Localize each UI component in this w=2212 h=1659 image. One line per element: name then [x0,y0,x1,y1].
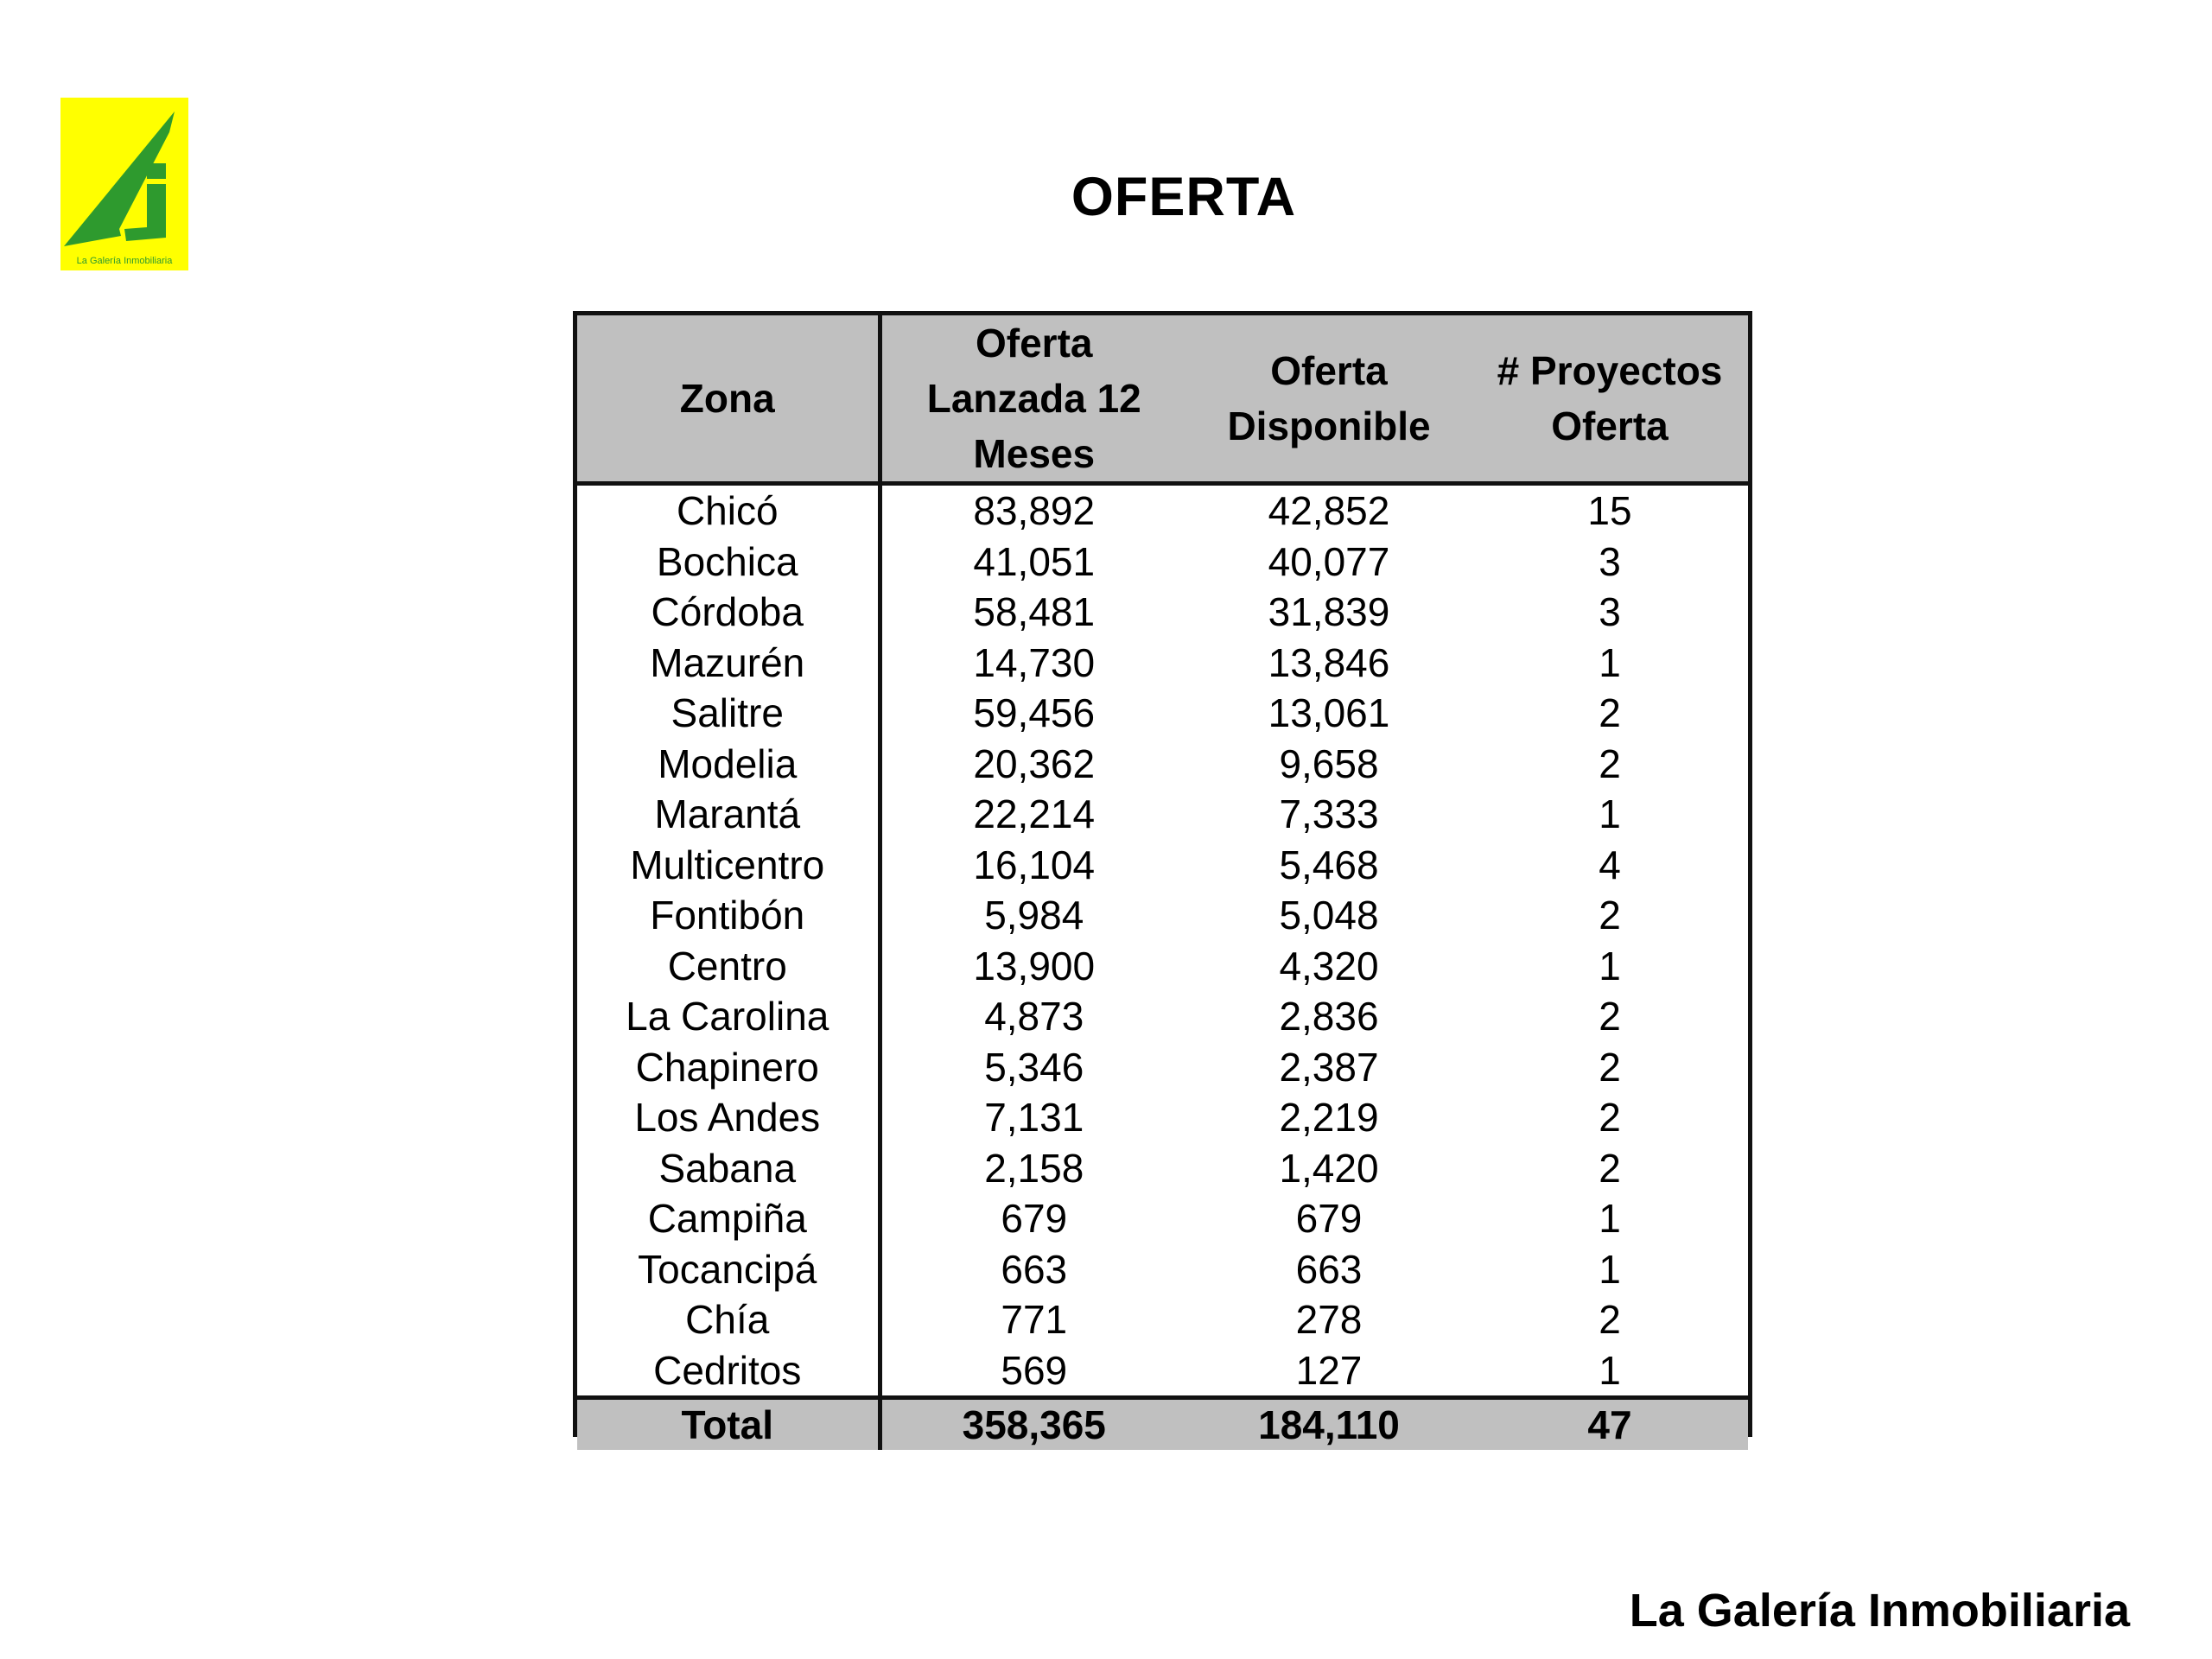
total-lanzada: 358,365 [880,1398,1186,1451]
cell-zona: Multicentro [577,840,880,891]
table-row [577,1092,1748,1143]
header-proyectos-line1: # Proyectos [1497,348,1723,393]
cell-disponible: 278 [1295,1297,1363,1343]
table-row [577,739,1748,790]
cell-disponible: 4,320 [1279,943,1379,988]
table-row [577,1345,1748,1398]
cell-proyectos: 1 [1599,791,1621,837]
cell-proyectos: 2 [1599,1297,1621,1343]
cell-lanzada: 14,730 [973,639,1096,685]
cell-proyectos: 2 [1599,741,1621,786]
cell-proyectos: 2 [1599,690,1621,736]
cell-lanzada: 7,131 [984,1095,1084,1141]
table-row [577,789,1748,840]
cell-proyectos: 2 [1599,994,1621,1039]
cell-disponible: 5,468 [1279,842,1379,887]
total-proyectos: 47 [1471,1398,1748,1451]
total-disponible: 184,110 [1186,1398,1471,1451]
cell-lanzada: 4,873 [984,994,1084,1039]
cell-disponible: 1,420 [1279,1145,1379,1191]
cell-lanzada: 663 [1001,1246,1068,1292]
cell-lanzada: 5,346 [984,1044,1084,1090]
cell-proyectos: 1 [1599,1246,1621,1292]
table-row [577,484,1748,537]
cell-lanzada: 679 [1001,1196,1068,1242]
oferta-table [573,311,1752,1447]
table-row [577,1193,1748,1244]
cell-zona: Bochica [577,537,880,588]
cell-zona: La Carolina [577,991,880,1042]
cell-proyectos: 1 [1599,639,1621,685]
cell-disponible: 2,219 [1279,1095,1379,1141]
table-row [577,537,1748,588]
cell-zona: Tocancipá [577,1244,880,1295]
cell-zona: Fontibón [577,890,880,941]
table-body [577,484,1748,1398]
cell-disponible: 2,836 [1279,994,1379,1039]
header-disponible-line1: Oferta [1270,348,1388,393]
cell-lanzada: 41,051 [973,538,1096,584]
table-row [577,587,1748,638]
cell-proyectos: 15 [1587,488,1632,534]
header-oferta-lanzada [880,315,1186,484]
cell-zona: Chapinero [577,1042,880,1093]
header-lanzada-line1: Oferta [976,321,1093,365]
table-row [577,1294,1748,1345]
cell-lanzada: 569 [1001,1347,1068,1393]
cell-lanzada: 83,892 [973,488,1096,534]
cell-lanzada: 5,984 [984,893,1084,938]
cell-zona: Chicó [577,484,880,537]
cell-zona: Cedritos [577,1345,880,1398]
header-proyectos-oferta [1471,315,1748,484]
cell-proyectos: 1 [1599,1196,1621,1242]
cell-lanzada: 16,104 [973,842,1096,887]
cell-disponible: 5,048 [1279,893,1379,938]
total-row [577,1398,1748,1451]
table-row [577,840,1748,891]
cell-lanzada: 2,158 [984,1145,1084,1191]
cell-lanzada: 771 [1001,1297,1068,1343]
cell-proyectos: 4 [1599,842,1621,887]
cell-disponible: 679 [1295,1196,1363,1242]
cell-disponible: 127 [1295,1347,1363,1393]
cell-proyectos: 2 [1599,1145,1621,1191]
table-row [577,890,1748,941]
cell-disponible: 13,846 [1268,639,1390,685]
cell-proyectos: 3 [1599,589,1621,635]
header-proyectos-line2: Oferta [1551,404,1669,448]
cell-lanzada: 20,362 [973,741,1096,786]
table-row [577,1143,1748,1194]
header-zona [577,315,880,484]
cell-disponible: 13,061 [1268,690,1390,736]
cell-zona: Chía [577,1294,880,1345]
cell-zona: Sabana [577,1143,880,1194]
cell-lanzada: 58,481 [973,589,1096,635]
cell-disponible: 40,077 [1268,538,1390,584]
cell-proyectos: 3 [1599,538,1621,584]
page-title: OFERTA [1071,167,1297,227]
cell-proyectos: 2 [1599,1044,1621,1090]
header-oferta-disponible [1186,315,1471,484]
cell-disponible: 9,658 [1279,741,1379,786]
cell-zona: Mazurén [577,638,880,689]
cell-zona: Centro [577,941,880,992]
cell-disponible: 7,333 [1279,791,1379,837]
cell-proyectos: 2 [1599,1095,1621,1141]
table-row [577,941,1748,992]
cell-lanzada: 13,900 [973,943,1096,988]
cell-lanzada: 22,214 [973,791,1096,837]
footer-brand: La Galería Inmobiliaria [1629,1585,2130,1637]
cell-proyectos: 1 [1599,943,1621,988]
cell-zona: Campiña [577,1193,880,1244]
cell-disponible: 2,387 [1279,1044,1379,1090]
svg-text:La Galería Inmobiliaria: La Galería Inmobiliaria [76,256,173,266]
total-label: Total [577,1398,880,1451]
cell-zona: Modelia [577,739,880,790]
cell-disponible: 31,839 [1268,589,1390,635]
cell-proyectos: 1 [1599,1347,1621,1393]
table-row [577,1042,1748,1093]
header-lanzada-line2: Lanzada 12 [926,376,1141,421]
table-row [577,1244,1748,1295]
header-zona-label: Zona [679,376,775,421]
cell-zona: Salitre [577,688,880,739]
table-header-row [577,315,1748,484]
cell-zona: Córdoba [577,587,880,638]
cell-disponible: 663 [1295,1246,1363,1292]
header-disponible-line2: Disponible [1227,404,1431,448]
cell-disponible: 42,852 [1268,488,1390,534]
cell-zona: Marantá [577,789,880,840]
header-lanzada-line3: Meses [973,431,1096,476]
cell-lanzada: 59,456 [973,690,1096,736]
table-row [577,688,1748,739]
cell-zona: Los Andes [577,1092,880,1143]
table-row [577,638,1748,689]
table-row [577,991,1748,1042]
cell-proyectos: 2 [1599,893,1621,938]
